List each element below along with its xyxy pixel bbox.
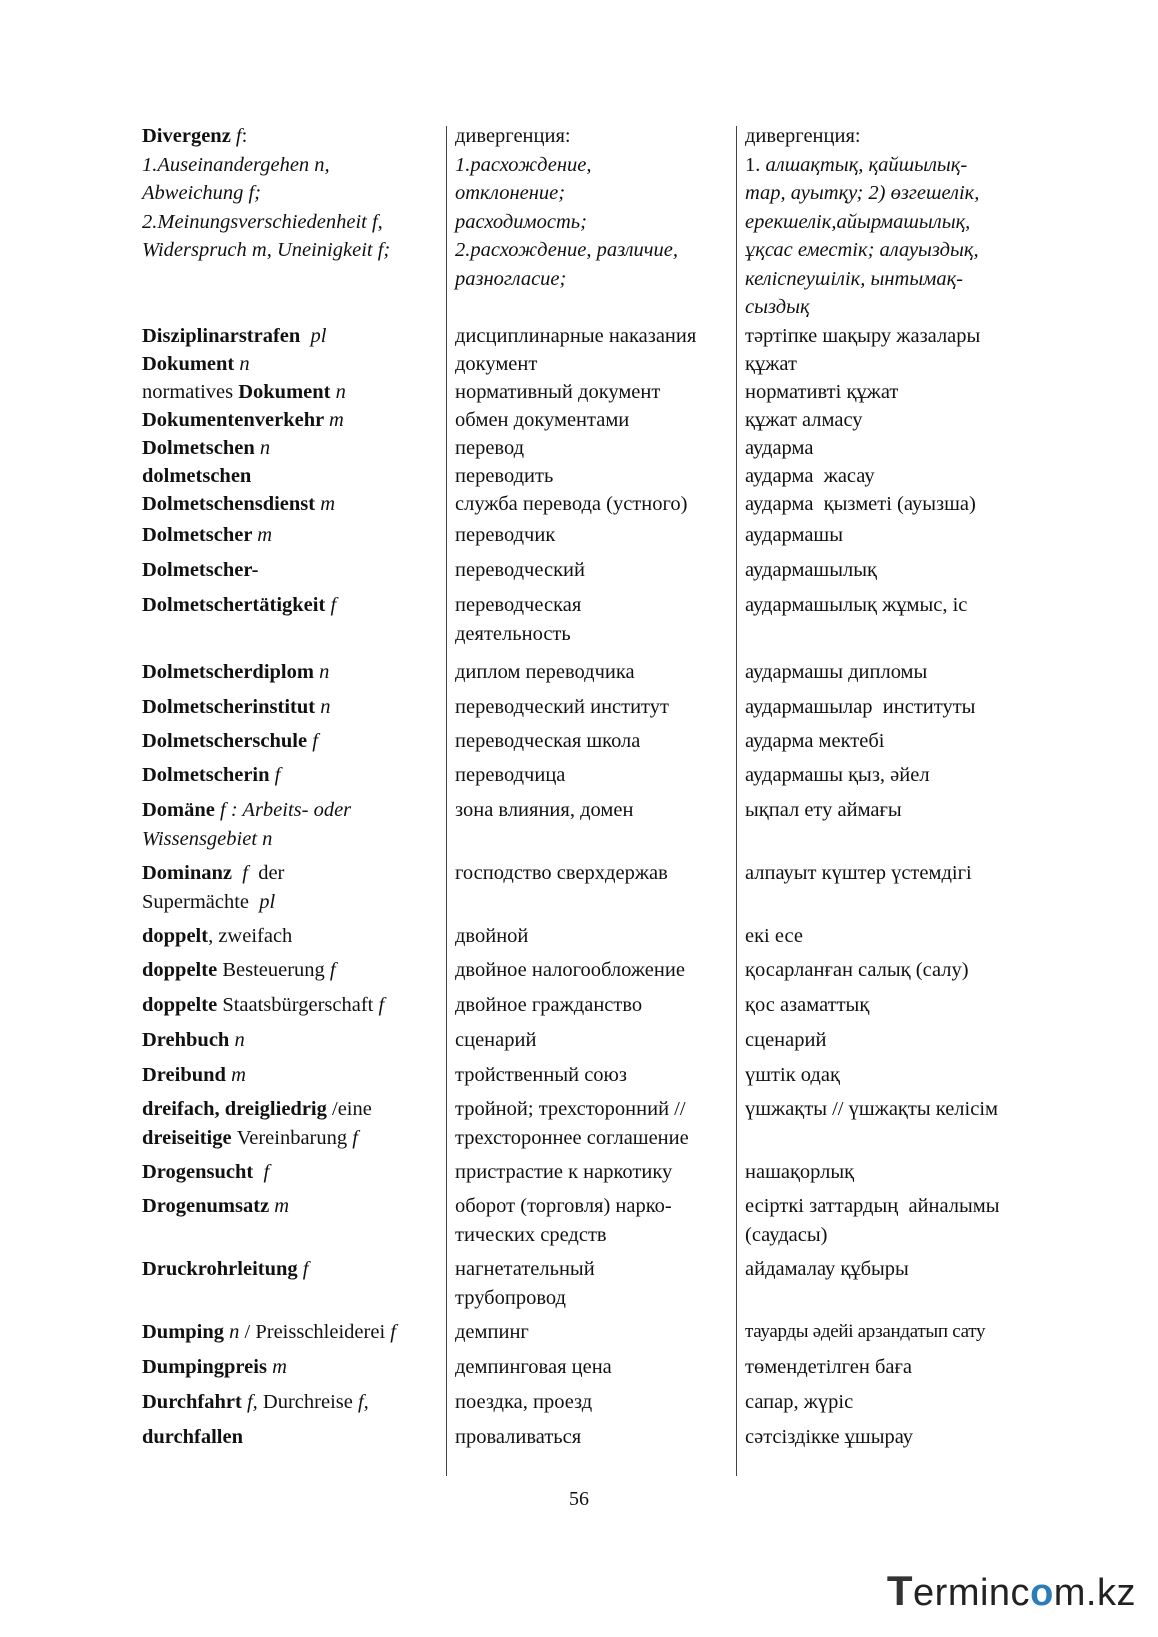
term-german: Dolmetscherdiplom n <box>142 661 330 683</box>
term-kazakh: ықпал ету аймағы <box>745 799 902 821</box>
term-german: Dolmetschen n <box>142 437 271 459</box>
term-kazakh: айдамалау құбыры <box>745 1258 909 1280</box>
term-kazakh: нормативті құжат <box>745 381 899 403</box>
term-russian: демпинг <box>455 1321 529 1343</box>
term-russian: переводить <box>455 465 554 487</box>
term-german: Dolmetscher m <box>142 524 272 546</box>
term-kazakh: аударма <box>745 437 814 459</box>
term-russian: дивергенция: 1.расхождение, отклонение; расходимость; 2.расхождение, различие, разногласие; <box>455 125 679 290</box>
site-logo: Termincom.kz <box>886 1567 1136 1614</box>
term-russian: переводчица <box>455 764 566 786</box>
term-german: Dolmetscherschule f <box>142 730 318 752</box>
term-kazakh: құжат <box>745 353 797 375</box>
term-kazakh: құжат алмасу <box>745 409 863 431</box>
term-german: Dolmetscherin f <box>142 764 281 786</box>
term-russian: тройственный союз <box>455 1064 627 1086</box>
term-russian: демпинговая цена <box>455 1356 612 1378</box>
term-german: Druckrohrleitung f <box>142 1258 309 1280</box>
term-kazakh: нашақорлық <box>745 1161 855 1183</box>
term-german: Dokumentenverkehr m <box>142 409 344 431</box>
term-german: Dreibund m <box>142 1064 246 1086</box>
term-russian: пристрастие к наркотику <box>455 1161 673 1183</box>
term-kazakh: есірткі заттардың айналымы (саудасы) <box>745 1195 1000 1246</box>
term-russian: оборот (торговля) нарко- тических средств <box>455 1195 672 1246</box>
term-russian: переводческая деятельность <box>455 594 582 645</box>
term-russian: сценарий <box>455 1029 537 1051</box>
term-kazakh: екі есе <box>745 925 803 947</box>
term-german: Drogensucht f <box>142 1161 270 1183</box>
term-german: Durchfahrt f, Durchreise f, <box>142 1391 369 1413</box>
term-russian: служба перевода (устного) <box>455 493 688 515</box>
term-german: Disziplinarstrafen pl <box>142 325 327 347</box>
term-german: Dolmetschertätigkeit f <box>142 594 337 616</box>
term-german: dolmetschen <box>142 465 252 487</box>
term-kazakh: дивергенция: 1. алшақтық, қайшылық- тар, ауытқу; 2) өзгешелік, ерекшелік,айырмашылық, ұқсас еместік; алауыздық, келіспеушілік, ынтымақ- сыздық <box>745 125 980 318</box>
term-russian: зона влияния, домен <box>455 799 634 821</box>
column-divider-left <box>446 126 447 1476</box>
term-russian: перевод <box>455 437 525 459</box>
term-kazakh: алпауыт күштер үстемдігі <box>745 862 972 884</box>
term-german: Divergenz f: 1.Auseinandergehen n, Abweichung f; 2.Meinungsverschiedenheit f, Widerspruch m, Uneinigkeit f; <box>142 125 391 261</box>
term-kazakh: аудармашы <box>745 524 843 546</box>
term-kazakh: аудармашылық <box>745 559 877 581</box>
term-russian: диплом переводчика <box>455 661 635 683</box>
term-german: Drogenumsatz m <box>142 1195 290 1217</box>
term-kazakh: тауарды әдейі арзандатып сату <box>745 1321 986 1342</box>
term-kazakh: қос азаматтық <box>745 994 870 1016</box>
term-russian: двойной <box>455 925 529 947</box>
term-russian: переводческий институт <box>455 696 669 718</box>
term-german: Domäne f : Arbeits- oder Wissensgebiet n <box>142 799 352 850</box>
term-kazakh: аудармашы дипломы <box>745 661 928 683</box>
term-russian: нормативный документ <box>455 381 661 403</box>
term-russian: двойное гражданство <box>455 994 643 1016</box>
term-german: Dolmetschensdienst m <box>142 493 336 515</box>
term-russian: обмен документами <box>455 409 630 431</box>
term-russian: поездка, проезд <box>455 1391 593 1413</box>
term-german: Dolmetscherinstitut n <box>142 696 331 718</box>
term-kazakh: аударма қызметі (ауызша) <box>745 493 976 515</box>
term-kazakh: аудармашы қыз, әйел <box>745 764 930 786</box>
term-russian: переводчик <box>455 524 556 546</box>
term-kazakh: сценарий <box>745 1029 827 1051</box>
term-russian: дисциплинарные наказания <box>455 325 697 347</box>
term-russian: двойное налогообложение <box>455 959 685 981</box>
term-german: normatives Dokument n <box>142 381 346 403</box>
term-russian: переводческий <box>455 559 585 581</box>
term-german: Dumping n / Preisschleiderei f <box>142 1321 396 1343</box>
page-number: 56 <box>569 1488 589 1510</box>
term-german: Dominanz f der Supermächte pl <box>142 862 285 913</box>
term-russian: документ <box>455 353 538 375</box>
term-kazakh: аудармашылар институты <box>745 696 976 718</box>
term-german: doppelte Besteuerung f <box>142 959 336 981</box>
term-german: Dokument n <box>142 353 250 375</box>
term-kazakh: сәтсіздікке ұшырау <box>745 1426 914 1448</box>
term-german: Dumpingpreis m <box>142 1356 287 1378</box>
term-german: doppelt, zweifach <box>142 925 293 947</box>
term-kazakh: қосарланған салық (салу) <box>745 959 969 981</box>
term-kazakh: аудармашылық жұмыс, іс <box>745 594 968 616</box>
term-russian: тройной; трехсторонний // трехстороннее соглашение <box>455 1098 689 1149</box>
term-kazakh: аударма мектебі <box>745 730 885 752</box>
term-german: doppelte Staatsbürgerschaft f <box>142 994 385 1016</box>
term-russian: переводческая школа <box>455 730 641 752</box>
term-russian: нагнетательный трубопровод <box>455 1258 595 1309</box>
term-german: Dolmetscher- <box>142 559 259 581</box>
term-kazakh: тәртіпке шақыру жазалары <box>745 325 981 347</box>
term-kazakh: төмендетілген баға <box>745 1356 913 1378</box>
term-kazakh: аударма жасау <box>745 465 875 487</box>
term-german: Drehbuch n <box>142 1029 245 1051</box>
term-german: dreifach, dreigliedrig /eine dreiseitige Vereinbarung f <box>142 1098 372 1149</box>
term-german: durchfallen <box>142 1426 243 1448</box>
term-russian: проваливаться <box>455 1426 582 1448</box>
term-russian: господство сверхдержав <box>455 862 668 884</box>
term-kazakh: үшжақты // үшжақты келісім <box>745 1098 998 1120</box>
term-kazakh: сапар, жүріс <box>745 1391 854 1413</box>
term-kazakh: үштік одақ <box>745 1064 840 1086</box>
